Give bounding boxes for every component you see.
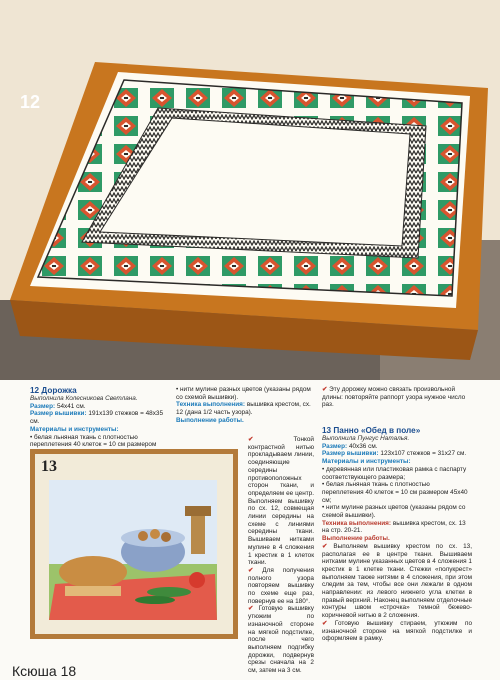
item13-step-1: ✔ Выполняем вышивку крестом по сх. 13, располагая ее в центре ткани. Вышиваем нитками мулине указанных цветов в 4 сложения 1 крестик в 1 клетке ткани. Стежки «полукрест» выполняем также нитями в 4 сложения, при этом следим за тем, чтобы все они лежали в одном направлении: из левого нижнего угла клетки в правый верхний. Наконец выполняем отделочные контуры швом «строчка» темной бежево-коричневой нитью в 2 сложения. — [322, 542, 472, 620]
item13-embroidery-size-label: Размер вышивки: — [322, 450, 379, 458]
item12-step-3: ✔ Готовую вышивку утюжим по изнаночной стороне на мягкой подстилке, после чего выполняем подгибку дорожки, подвернув срезы сначала на 2 см, затем на 3 см. — [248, 605, 314, 675]
column-3 — [322, 386, 472, 409]
check-icon: ✔ — [248, 436, 254, 443]
item12-size-line — [30, 403, 166, 411]
panel-number: 13 — [41, 458, 57, 475]
check-icon: ✔ — [322, 542, 328, 550]
item12-title: 12 Дорожка — [30, 386, 77, 395]
item13-size-label: Размер: — [322, 442, 348, 450]
item13-step-2: ✔ Готовую вышивку стираем, утюжим по изнаночной стороне на мягкой подстилке и оформляем в рамку. — [322, 619, 472, 643]
item12-size-value: 54x41 см. — [56, 402, 86, 410]
item12-step-2: ✔ Для получения полного узора повторяем вышивку по схеме еще раз, повернув ее на 180°. — [248, 566, 314, 605]
item12-author: Выполнила Колесникова Светлана. — [30, 395, 138, 402]
item13-material-3: • нити мулине разных цветов (указаны рядом со схемой вышивки). — [322, 504, 472, 519]
photo-number: 12 — [20, 92, 41, 112]
item12-technique-line — [176, 401, 314, 416]
item13-technique-value: вышивка крестом, сх. 13 на стр. 20-21. — [322, 519, 466, 535]
item13-steps-label: Выполнение работы. — [322, 535, 390, 543]
item12-column-2 — [176, 386, 314, 425]
item12-size-label: Размер: — [30, 402, 56, 410]
page-footer: Ксюша 18 — [12, 663, 77, 679]
item13-embroidery-size-line — [322, 450, 472, 458]
check-icon: ✔ — [248, 566, 254, 574]
item12-material-1: • белая льняная ткань с плотностью переплетения 40 клеток = 10 см размером — [30, 434, 166, 457]
check-icon: ✔ — [322, 619, 328, 627]
item12-step-4: ✔ Эту дорожку можно связать произвольной длины: повторяйте раппорт узора нужное число раз. — [322, 386, 466, 409]
item12-embroidery-size-line — [30, 410, 166, 425]
check-icon: ✔ — [248, 605, 254, 613]
item13-materials-label: Материалы и инструменты: — [322, 458, 411, 466]
item12-material-2: • нити мулине разных цветов (указаны рядом со схемой вышивки). — [176, 386, 314, 401]
item13-text-column — [322, 426, 472, 643]
item12-step-1: ✔ Тонкой контрастной нитью прокладываем линии, соединяющие середины противоположных сторон ткани, и определяем ее центр. Выполняем вышивку по сх. 12, совмещая линии середины на схеме с линиями середины ткани. Вышиваем нитками мулине в 4 сложения 1 крестик в 1 клеток ткани. — [248, 436, 314, 567]
item12-technique-label: Техника выполнения: — [176, 401, 246, 409]
item13-size-value: 40x36 см. — [348, 442, 378, 450]
item12-steps-label: Выполнение работы. — [176, 416, 244, 424]
panel-photo — [30, 449, 238, 639]
item13-technique-label: Техника выполнения: — [322, 519, 392, 527]
item12-embroidery-size-value: 191x139 стежков = 48x35 см. — [30, 410, 164, 426]
item13-size-line — [322, 443, 472, 451]
item13-material-2: • белая льняная ткань с плотностью переплетения 40 клеток = 10 см размером 45x40 см; — [322, 481, 472, 504]
item12-materials-label: Материалы и инструменты: — [30, 425, 119, 433]
item12-steps-column — [248, 436, 314, 675]
item12-column-1 — [30, 386, 166, 457]
panel-illustration — [35, 454, 233, 634]
item13-technique-line — [322, 520, 472, 535]
item12-embroidery-size-label: Размер вышивки: — [30, 410, 87, 418]
item13-title: 13 Панно «Обед в поле» — [322, 426, 421, 435]
item12-technique-value: вышивка крестом, сх. 12 (дана 1/2 часть узора). — [176, 401, 311, 417]
item13-embroidery-size-value: 123x107 стежков = 31x27 см. — [380, 450, 467, 458]
item13-material-1: • деревянная или пластиковая рамка с паспарту соответствующего размера; — [322, 466, 472, 481]
check-icon: ✔ — [322, 386, 328, 393]
item13-author: Выполнила Пунгус Наталья. — [322, 435, 410, 442]
